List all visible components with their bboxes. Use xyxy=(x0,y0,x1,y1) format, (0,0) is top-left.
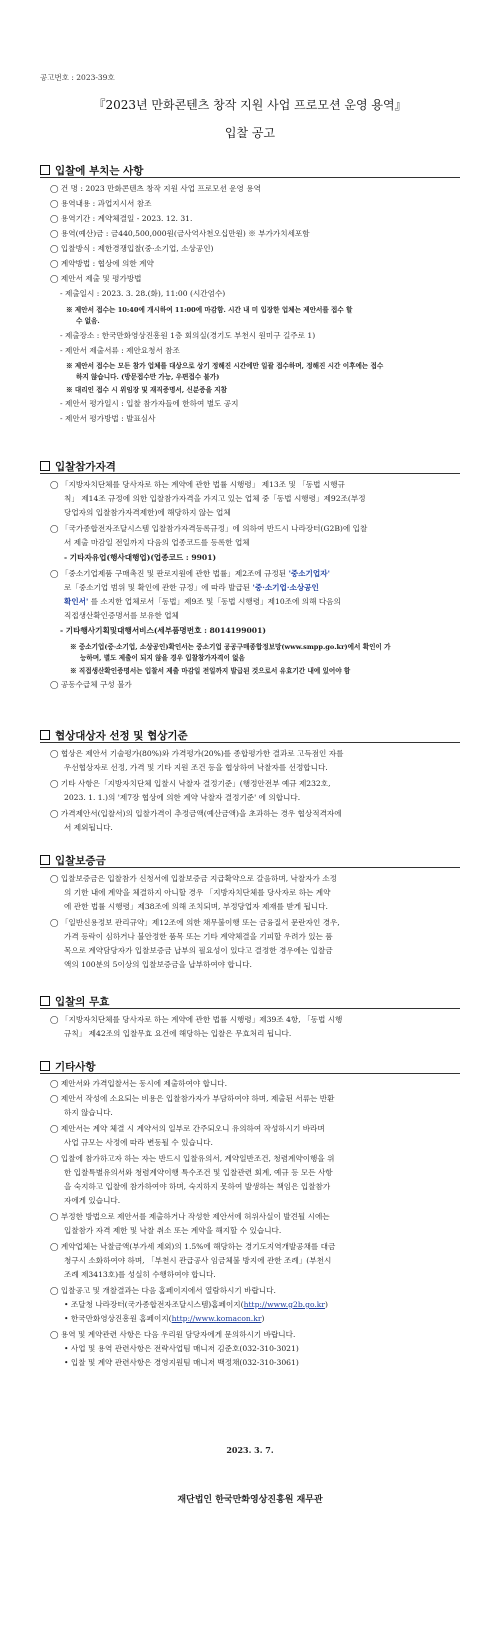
doc-line: 우선협상자로 선정, 가격 및 기타 지원 조건 등을 협상하여 낙찰자를 선정합니다. xyxy=(64,763,328,772)
doc-line: 수 없음. xyxy=(76,317,100,325)
doc-line: ◯ 계약업체는 낙찰금액(부가세 제외)의 1.5%에 해당하는 경기도지역개발공채를 대금 xyxy=(50,1242,336,1251)
notice-number: 공고번호 : 2023-39호 xyxy=(40,73,115,82)
section-rule xyxy=(40,1073,460,1074)
section-heading: 기타사항 xyxy=(40,1059,96,1074)
doc-line: 2023. 1. 1.)의 '제7장 협상에 의한 계약 낙찰자 결정기준' 에 의합니다. xyxy=(64,793,301,802)
doc-line: ◯ 「지방자치단체를 당사자로 하는 계약에 관한 법률 시행령」 제13조 및 「동법 시행규 xyxy=(50,480,345,489)
doc-line: - 제안서 제출서류 : 제안요청서 참조 xyxy=(60,346,180,355)
doc-line: 조례 제3413호)를 성실히 수행하여야 합니다. xyxy=(64,1270,216,1279)
checkbox-square-icon xyxy=(40,165,50,175)
doc-line: • 사업 및 용역 관련사항은 전략사업팀 매니저 김준호(032-310-3021) xyxy=(64,1344,299,1353)
doc-line: - 제출장소 : 한국만화영상진흥원 1층 회의실(경기도 부천시 원미구 길주로 1) xyxy=(60,331,316,340)
doc-line: - 제출일시 : 2023. 3. 28.(화), 11:00 (시간엄수) xyxy=(60,289,226,298)
doc-line: 하지 않습니다. xyxy=(64,1108,113,1117)
section-rule xyxy=(40,742,460,743)
doc-line: 청구시 소화하여야 하며, 「부천시 관급공사 임금체불 방지에 관한 조례」(부천시 xyxy=(64,1256,332,1265)
section-heading: 입찰의 무효 xyxy=(40,994,109,1009)
doc-line: ◯ 「일반신용정보 관리규약」제12조에 의한 채무불이행 또는 금융질서 문란자인 경우, xyxy=(50,918,340,927)
doc-line: ◯ 제안서와 가격입찰서는 동시에 제출하여야 합니다. xyxy=(50,1079,228,1088)
doc-line: ※ 중소기업(중·소기업, 소상공인)확인서는 중소기업 공공구매종합정보망(www.smpp.go.kr)에서 확인이 가 xyxy=(70,643,391,651)
doc-line: 액의 100분의 5이상의 입찰보증금을 납부하여야 합니다. xyxy=(64,960,252,969)
doc-line: - 제안서 평가방법 : 발표심사 xyxy=(60,414,156,423)
doc-line: ◯ 용역기간 : 계약체결일 - 2023. 12. 31. xyxy=(50,214,193,223)
doc-line: 자에게 있습니다. xyxy=(64,1196,121,1205)
section-rule xyxy=(40,177,460,178)
doc-line: 을 숙지하고 입찰에 참가하여야 하며, 숙지하지 못하여 발생하는 책임은 입찰참가 xyxy=(64,1182,331,1191)
doc-line: 직접생산확인증명서를 보유한 업체 xyxy=(64,611,179,620)
doc-line: ※ 대리인 접수 시 위임장 및 재직증명서, 신분증을 지참 xyxy=(66,386,228,394)
doc-line: ◯ 「국가종합전자조달시스템 입찰참가자격등록규정」에 의하여 반드시 나라장터(G2B)에 입찰 xyxy=(50,524,368,533)
doc-line: ◯ 건 명 : 2023 만화콘텐츠 창작 지원 사업 프로모션 운영 용역 xyxy=(50,184,261,193)
checkbox-square-icon xyxy=(40,461,50,471)
g2b-link[interactable]: http://www.g2b.go.kr xyxy=(243,1300,326,1309)
doc-line: ◯ 기타 사항은「지방자치단체 입찰시 낙찰자 결정기준」(행정안전부 예규 제232호, xyxy=(50,779,331,788)
doc-line: ◯ 협상은 제안서 기술평가(80%)와 가격평가(20%)를 종합평가한 결과로 고득점인 자를 xyxy=(50,749,344,758)
doc-line: ◯ 입찰에 참가하고자 하는 자는 반드시 입찰유의서, 계약일반조건, 청렴계약이행을 위 xyxy=(50,1154,335,1163)
doc-line: ◯ 용역(예산)금 : 금440,500,000원(금사억사천오십만원) ※ 부가가치세포함 xyxy=(50,229,310,238)
doc-line-link: • 한국만화영상진흥원 홈페이지(http://www.komacon.kr) xyxy=(64,1314,265,1323)
komacon-link[interactable]: http://www.komacon.kr xyxy=(171,1314,262,1323)
doc-line: 규칙」 제42조의 입찰무효 요건에 해당하는 입찰은 무효처리 됩니다. xyxy=(64,1029,292,1038)
doc-line: • 입찰 및 계약 관련사항은 경영지원팀 매니저 백정채(032-310-3061) xyxy=(64,1358,299,1367)
checkbox-square-icon xyxy=(40,730,50,740)
doc-line: 서 제외됩니다. xyxy=(64,823,113,832)
doc-line: ◯ 용역 및 계약관련 사항은 다음 우리원 담당자에게 문의하시기 바랍니다. xyxy=(50,1330,296,1339)
section-heading: 입찰에 부치는 사항 xyxy=(40,163,143,178)
doc-line: ◯ 부정한 방법으로 제안서를 제출하거나 작성한 제안서에 허위사실이 발견될 시에는 xyxy=(50,1212,330,1221)
section-rule xyxy=(40,1008,460,1009)
doc-line: - 제안서 평가일시 : 입찰 참가자들에 한하여 별도 공지 xyxy=(60,399,239,408)
doc-line-highlight: ◯ 「중소기업제품 구매촉진 및 판로지원에 관한 법률」제2조에 규정된 '중소기업자' xyxy=(50,569,330,578)
checkbox-square-icon xyxy=(40,996,50,1006)
doc-line-link: • 조달청 나라장터(국가종합전자조달시스템)홈페이지(http://www.g2b.go.kr) xyxy=(64,1300,329,1309)
doc-line: ◯ 입찰방식 : 제한경쟁입찰(중·소기업, 소상공인) xyxy=(50,244,214,253)
doc-line: 당업자의 입찰참가자격제한)에 해당하지 않는 업체 xyxy=(64,508,231,517)
doc-line: ※ 제안서 접수는 10:40에 개시하여 11:00에 마감함. 시간 내 미 입장한 업체는 제안서를 접수 할 xyxy=(66,306,353,314)
doc-line-highlight: 확인서' 를 소지한 업체로서「동법」제9조 및「동법 시행령」제10조에 의해 다음의 xyxy=(64,597,341,606)
doc-line: 목으로 계약담당자가 입찰보증금 납부의 필요성이 있다고 결정한 경우에는 입찰금 xyxy=(64,946,333,955)
doc-line: 의 기한 내에 계약을 체결하지 아니할 경우 「지방자치단체를 당사자로 하는 계약 xyxy=(64,888,331,897)
doc-line: ※ 제안서 접수는 모든 참가 업체를 대상으로 상기 정해진 시간에만 일괄 접수하며, 정해진 시간 이후에는 접수 xyxy=(66,362,384,370)
doc-line: - 기타행사기획및대행서비스(세부품명번호 : 8014199001) xyxy=(60,626,266,635)
section-rule xyxy=(40,867,460,868)
doc-line: 칙」 제14조 규정에 의한 입찰참가자격을 가지고 있는 업체 중「동법 시행령」제92조(부정 xyxy=(64,494,366,503)
doc-line: ◯ 「지방자치단체를 당사자로 하는 계약에 관한 법률 시행령」제39조 4항, 「동법 시행 xyxy=(50,1015,343,1024)
doc-line: ◯ 입찰보증금은 입찰참가 신청서에 입찰보증금 지급확약으로 갈음하며, 낙찰자가 소정 xyxy=(50,874,337,883)
doc-line-highlight: 로「중소기업 범위 및 확인에 관한 규정」에 따라 발급된 '중·소기업·소상공인 xyxy=(64,583,319,592)
section-heading: 협상대상자 선정 및 협상기준 xyxy=(40,728,188,743)
doc-line: ◯ 제안서 작성에 소요되는 비용은 입찰참가자가 부담하여야 하며, 제출된 서류는 반환 xyxy=(50,1094,335,1103)
section-rule xyxy=(40,473,460,474)
checkbox-square-icon xyxy=(40,855,50,865)
section-heading: 입찰참가자격 xyxy=(40,459,116,474)
doc-line: - 기타자유업(행사대행업)(업종코드 : 9901) xyxy=(64,553,217,562)
doc-line: 능하며, 별도 제출이 되지 않을 경우 입찰참가자격이 없음 xyxy=(80,654,245,662)
doc-line: 서 제출 마감일 전일까지 다음의 업종코드를 등록한 업체 xyxy=(64,538,250,547)
doc-line: 하지 않습니다. (방문접수만 가능, 우편접수 불가) xyxy=(76,373,220,381)
section-heading: 입찰보증금 xyxy=(40,853,106,868)
doc-line: 한 입찰특별유의서와 청렴계약이행 특수조건 및 입찰관련 회계, 예규 등 모든 사항 xyxy=(64,1168,333,1177)
issue-date: 2023. 3. 7. xyxy=(226,1445,274,1455)
doc-line: ◯ 제안서는 계약 체결 시 계약서의 일부로 간주되오니 유의하여 작성하시기 바라며 xyxy=(50,1124,325,1133)
doc-line: 가격 등락이 심하거나 불안정한 품목 또는 기타 계약체결을 기피할 우려가 있는 품 xyxy=(64,932,333,941)
doc-line: ◯ 용역내용 : 과업지시서 참조 xyxy=(50,199,152,208)
doc-line: ◯ 가격제안서(입찰서)의 입찰가격이 추정금액(예산금액)을 초과하는 경우 협상적격자에 xyxy=(50,809,342,818)
doc-line: ◯ 입찰공고 및 개찰결과는 다음 홈페이지에서 열람하시기 바랍니다. xyxy=(50,1286,276,1295)
issuer-name: 재단법인 한국만화영상진흥원 재무관 xyxy=(177,1495,323,1505)
doc-line: 입찰참가 자격 제한 및 낙찰 취소 또는 계약을 해지할 수 있습니다. xyxy=(64,1226,282,1235)
doc-line: 에 관한 법률 시행령」제38조에 의해 조치되며, 부정당업자 제재를 받게 됩니다. xyxy=(64,902,328,911)
doc-line: ◯ 계약방법 : 협상에 의한 계약 xyxy=(50,259,154,268)
doc-line: 사업 규모는 사정에 따라 변동될 수 있습니다. xyxy=(64,1138,213,1147)
doc-line: ◯ 공동수급체 구성 불가 xyxy=(50,680,132,689)
doc-line: ◯ 제안서 제출 및 평가방법 xyxy=(50,274,142,283)
checkbox-square-icon xyxy=(40,1061,50,1071)
doc-line: ※ 직접생산확인증명서는 입찰서 제출 마감일 전일까지 발급된 것으로서 유효기간 내에 있어야 함 xyxy=(70,667,351,675)
title-line-1: 『2023년 만화콘텐츠 창작 지원 사업 프로모션 운영 용역』 xyxy=(93,98,407,112)
title-line-2: 입찰 공고 xyxy=(224,126,276,140)
